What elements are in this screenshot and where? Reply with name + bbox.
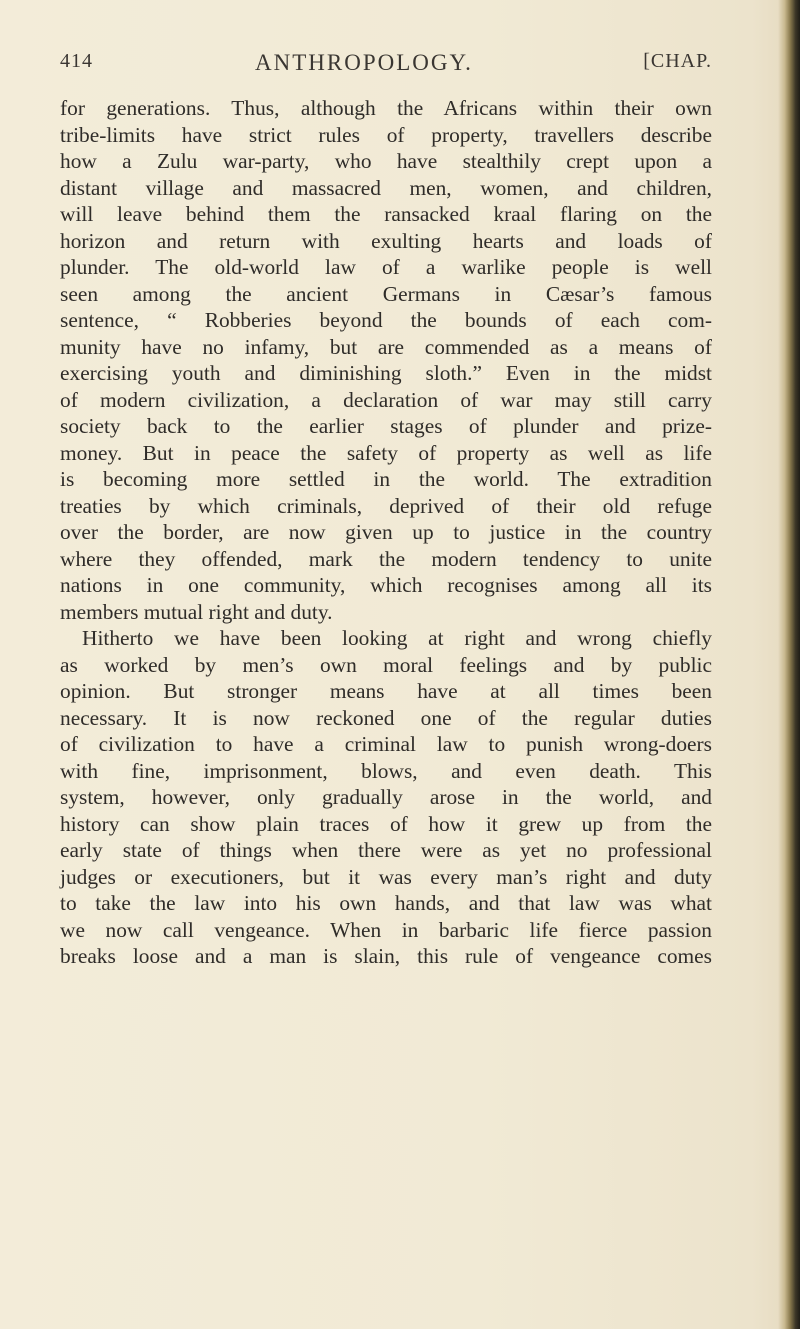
text-line: sentence, “ Robberies beyond the bounds of each com- [60, 308, 712, 332]
text-line: members mutual right and duty. [60, 599, 333, 624]
text-line: with fine, imprisonment, blows, and even death. This [60, 758, 712, 783]
text-line: how a Zulu war-party, who have stealthily crept upon a [60, 149, 712, 173]
text-line: treaties by which criminals, deprived of their old refuge [60, 493, 712, 518]
text-line: society back to the earlier stages of plunder and prize- [60, 414, 712, 438]
text-line: horizon and return with exulting hearts and loads of [60, 228, 712, 253]
text-line: money. But in peace the safety of property as well as life [60, 440, 712, 465]
text-line: to take the law into his own hands, and that law was what [60, 891, 712, 915]
text-line: is becoming more settled in the world. The extradition [60, 467, 712, 491]
text-line: nations in one community, which recognises among all its [60, 573, 712, 597]
text-line: where they offended, mark the modern tendency to unite [60, 546, 712, 571]
text-line: Hitherto we have been looking at right and wrong chiefly [82, 626, 712, 650]
text-line: of modern civilization, a declaration of war may still carry [60, 387, 712, 412]
text-line: system, however, only gradually arose in the world, and [60, 785, 712, 809]
page-header [60, 50, 712, 80]
text-line: seen among the ancient Germans in Cæsar’s famous [60, 281, 712, 306]
text-line: plunder. The old-world law of a warlike people is well [60, 255, 712, 279]
text-line: we now call vengeance. When in barbaric life fierce passion [60, 917, 712, 942]
text-line: necessary. It is now reckoned one of the regular duties [60, 705, 712, 730]
text-line: breaks loose and a man is slain, this rule of vengeance comes [60, 944, 712, 968]
text-line: exercising youth and diminishing sloth.” Even in the midst [60, 361, 712, 385]
text-line: munity have no infamy, but are commended as a means of [60, 334, 712, 359]
page-edge-shadow [778, 0, 800, 1329]
text-line: will leave behind them the ransacked kraal flaring on the [60, 202, 712, 226]
text-line: as worked by men’s own moral feelings and by public [60, 652, 712, 677]
text-line: opinion. But stronger means have at all times been [60, 679, 712, 703]
page-number: 414 [60, 50, 93, 72]
text-line: over the border, are now given up to justice in the country [60, 520, 712, 544]
text-line: tribe-limits have strict rules of property, travellers describe [60, 122, 712, 147]
chapter-mark: [CHAP. [643, 50, 712, 72]
text-line: history can show plain traces of how it grew up from the [60, 811, 712, 836]
body-text [60, 95, 712, 970]
text-line: judges or executioners, but it was every man’s right and duty [60, 864, 712, 889]
text-line: early state of things when there were as yet no professional [60, 838, 712, 862]
text-line: of civilization to have a criminal law to punish wrong-doers [60, 732, 712, 756]
text-line: for generations. Thus, although the Africans within their own [60, 96, 712, 120]
running-head: ANTHROPOLOGY. [255, 50, 473, 75]
paragraph-1 [60, 95, 712, 625]
text-line: distant village and massacred men, women, and children, [60, 175, 712, 200]
paragraph-2 [60, 625, 712, 970]
